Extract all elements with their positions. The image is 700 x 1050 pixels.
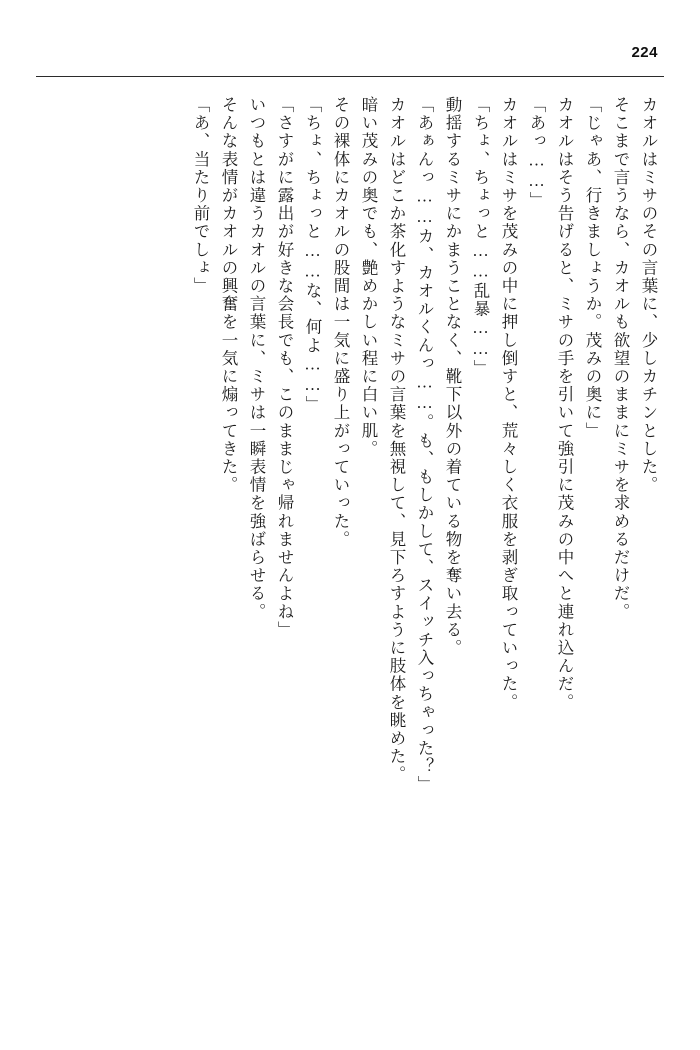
text-line: いつもとは違うカオルの言葉に、ミサは一瞬表情を強ばらせる。	[247, 96, 266, 621]
text-line: カオルはそう告げると、ミサの手を引いて強引に茂みの中へと連れ込んだ。	[555, 96, 574, 712]
text-line: 暗い茂みの奥でも、艶めかしい程に白い肌。	[359, 96, 378, 458]
text-line: 「ちょ、ちょっと……乱暴……」	[471, 96, 490, 378]
text-line: カオルはミサを茂みの中に押し倒すと、荒々しく衣服を剥ぎ取っていった。	[499, 96, 518, 712]
text-line: そんな表情がカオルの興奮を一気に煽ってきた。	[219, 96, 238, 495]
text-line: 「さすがに露出が好きな会長でも、このままじゃ帰れませんよね」	[275, 96, 294, 639]
text-line: その裸体にカオルの股間は一気に盛り上がっていった。	[331, 96, 350, 549]
text-line: カオルはミサのその言葉に、少しカチンとした。	[639, 96, 658, 495]
text-line: そこまで言うなら、カオルも欲望のままにミサを求めるだけだ。	[611, 96, 630, 621]
text-line: カオルはどこか茶化すようなミサの言葉を無視して、見下ろすように肢体を眺めた。	[387, 96, 406, 784]
text-line: 動揺するミサにかまうことなく、靴下以外の着ている物を奪い去る。	[443, 96, 462, 658]
text-line: 「あぁんっ……カ、カオルくんっ……。も、もしかして、スイッチ入っちゃった？」	[415, 96, 434, 794]
text-line: 「あっ……」	[527, 96, 546, 210]
page-body-text	[44, 96, 656, 1010]
text-line: 「ちょ、ちょっと……な、何よ……」	[303, 96, 322, 414]
header-rule	[36, 76, 664, 77]
text-line: 「あ、当たり前でしょ」	[191, 96, 210, 296]
page-number: 224	[631, 44, 658, 61]
text-line: 「じゃあ、行きましょうか。茂みの奥に」	[583, 96, 602, 440]
